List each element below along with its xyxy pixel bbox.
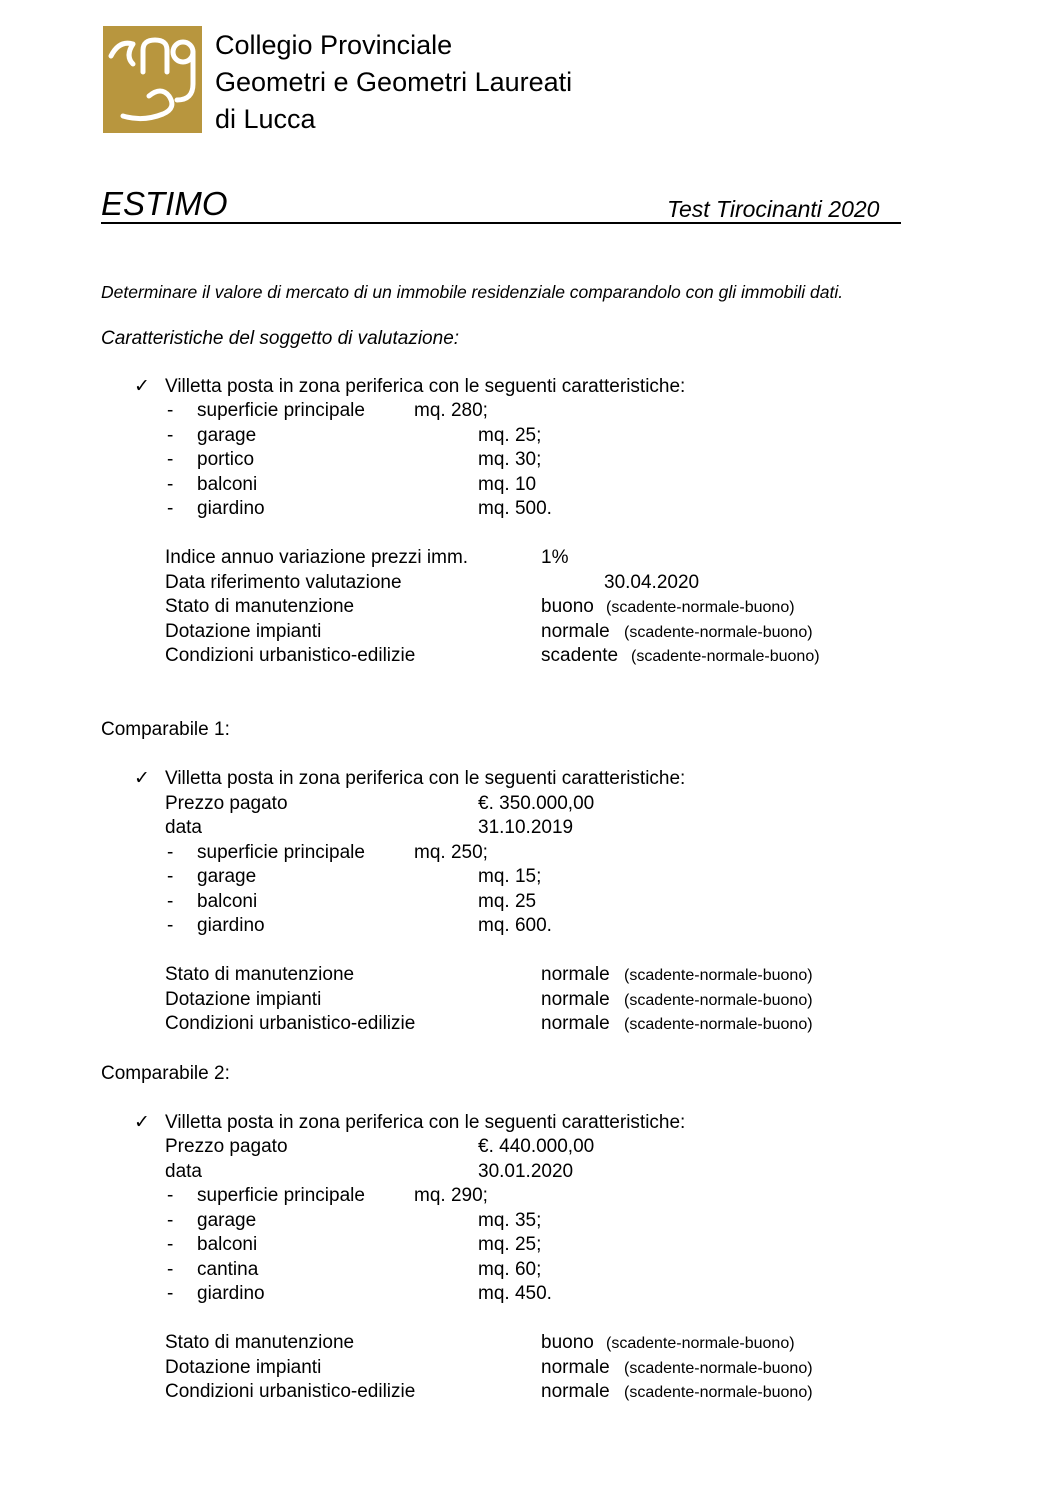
property-value: 1%	[541, 547, 569, 568]
price-value: €. 350.000,00	[478, 793, 595, 814]
list-item-label: superficie principale	[197, 1185, 365, 1206]
checkmark-icon: ✓	[134, 376, 150, 397]
price-label: Prezzo pagato	[165, 1136, 288, 1157]
list-item-value: mq. 500.	[478, 498, 552, 519]
property-label: Condizioni urbanistico-edilizie	[165, 1013, 416, 1034]
date-value: 30.01.2020	[478, 1161, 574, 1182]
comparable-2-description: Villetta posta in zona periferica con le seguenti caratteristiche:	[165, 1112, 686, 1133]
list-item-value: mq. 290;	[414, 1185, 488, 1206]
property-label: Stato di manutenzione	[165, 596, 355, 617]
price-value: €. 440.000,00	[478, 1136, 595, 1157]
list-item-dash: -	[167, 1234, 174, 1255]
property-range: (scadente-normale-buono)	[631, 648, 820, 665]
subject-heading: Caratteristiche del soggetto di valutazione:	[101, 328, 460, 349]
property-label: Condizioni urbanistico-edilizie	[165, 1381, 416, 1402]
property-value: normale	[541, 964, 610, 985]
list-item-label: balconi	[197, 1234, 258, 1255]
property-range: (scadente-normale-buono)	[606, 599, 795, 616]
list-item-value: mq. 15;	[478, 866, 542, 887]
property-range: (scadente-normale-buono)	[624, 1384, 813, 1401]
subject-description: Villetta posta in zona periferica con le seguenti caratteristiche:	[165, 376, 686, 397]
list-item-label: superficie principale	[197, 400, 365, 421]
property-range: (scadente-normale-buono)	[624, 1016, 813, 1033]
property-value: normale	[541, 1013, 610, 1034]
comparable-1-heading: Comparabile 1:	[101, 719, 230, 740]
property-label: Dotazione impianti	[165, 989, 322, 1010]
college-logo	[103, 26, 202, 133]
property-label: Stato di manutenzione	[165, 1332, 355, 1353]
property-value: normale	[541, 621, 610, 642]
list-item-value: mq. 25	[478, 891, 537, 912]
date-value: 31.10.2019	[478, 817, 574, 838]
date-label: data	[165, 1161, 202, 1182]
list-item-dash: -	[167, 449, 174, 470]
checkmark-icon: ✓	[134, 1112, 150, 1133]
property-value: normale	[541, 1381, 610, 1402]
property-range: (scadente-normale-buono)	[624, 1360, 813, 1377]
list-item-value: mq. 30;	[478, 449, 542, 470]
property-label: Dotazione impianti	[165, 1357, 322, 1378]
page-title: ESTIMO	[101, 185, 228, 222]
list-item-value: mq. 25;	[478, 425, 542, 446]
list-item-value: mq. 25;	[478, 1234, 542, 1255]
list-item-value: mq. 600.	[478, 915, 552, 936]
list-item-value: mq. 250;	[414, 842, 488, 863]
list-item-label: portico	[197, 449, 255, 470]
org-name-line-1: Collegio Provinciale	[215, 30, 453, 60]
property-value: buono	[541, 596, 594, 617]
org-name-line-2: Geometri e Geometri Laureati	[215, 67, 573, 97]
property-value: normale	[541, 989, 610, 1010]
list-item-label: balconi	[197, 891, 258, 912]
property-range: (scadente-normale-buono)	[624, 992, 813, 1009]
list-item-value: mq. 60;	[478, 1259, 542, 1280]
comparable-2-heading: Comparabile 2:	[101, 1063, 230, 1084]
list-item-value: mq. 10	[478, 474, 537, 495]
list-item-dash: -	[167, 1210, 174, 1231]
list-item-dash: -	[167, 474, 174, 495]
page-subtitle: Test Tirocinanti 2020	[667, 196, 880, 222]
list-item-dash: -	[167, 1185, 174, 1206]
list-item-dash: -	[167, 1283, 174, 1304]
list-item-dash: -	[167, 1259, 174, 1280]
list-item-label: giardino	[197, 498, 265, 519]
property-range: (scadente-normale-buono)	[624, 624, 813, 641]
list-item-value: mq. 280;	[414, 400, 488, 421]
list-item-dash: -	[167, 498, 174, 519]
list-item-value: mq. 450.	[478, 1283, 552, 1304]
property-range: (scadente-normale-buono)	[624, 967, 813, 984]
list-item-dash: -	[167, 425, 174, 446]
property-range: (scadente-normale-buono)	[606, 1335, 795, 1352]
list-item-label: giardino	[197, 915, 265, 936]
list-item-label: balconi	[197, 474, 258, 495]
price-label: Prezzo pagato	[165, 793, 288, 814]
list-item-label: garage	[197, 425, 257, 446]
property-value: buono	[541, 1332, 594, 1353]
list-item-label: superficie principale	[197, 842, 365, 863]
property-label: Condizioni urbanistico-edilizie	[165, 645, 416, 666]
property-label: Stato di manutenzione	[165, 964, 355, 985]
property-label: Data riferimento valutazione	[165, 572, 402, 593]
list-item-dash: -	[167, 891, 174, 912]
property-label: Dotazione impianti	[165, 621, 322, 642]
title-underline	[101, 222, 901, 224]
list-item-label: cantina	[197, 1259, 259, 1280]
property-value: normale	[541, 1357, 610, 1378]
comparable-1-description: Villetta posta in zona periferica con le seguenti caratteristiche:	[165, 768, 686, 789]
property-value: 30.04.2020	[604, 572, 700, 593]
list-item-label: garage	[197, 866, 257, 887]
list-item-label: giardino	[197, 1283, 265, 1304]
checkmark-icon: ✓	[134, 768, 150, 789]
list-item-dash: -	[167, 866, 174, 887]
intro-text: Determinare il valore di mercato di un immobile residenziale comparandolo con gli immobili dati.	[101, 282, 844, 302]
list-item-label: garage	[197, 1210, 257, 1231]
list-item-dash: -	[167, 915, 174, 936]
org-name-line-3: di Lucca	[215, 104, 316, 134]
date-label: data	[165, 817, 202, 838]
list-item-dash: -	[167, 842, 174, 863]
property-label: Indice annuo variazione prezzi imm.	[165, 547, 469, 568]
list-item-value: mq. 35;	[478, 1210, 542, 1231]
list-item-dash: -	[167, 400, 174, 421]
property-value: scadente	[541, 645, 619, 666]
